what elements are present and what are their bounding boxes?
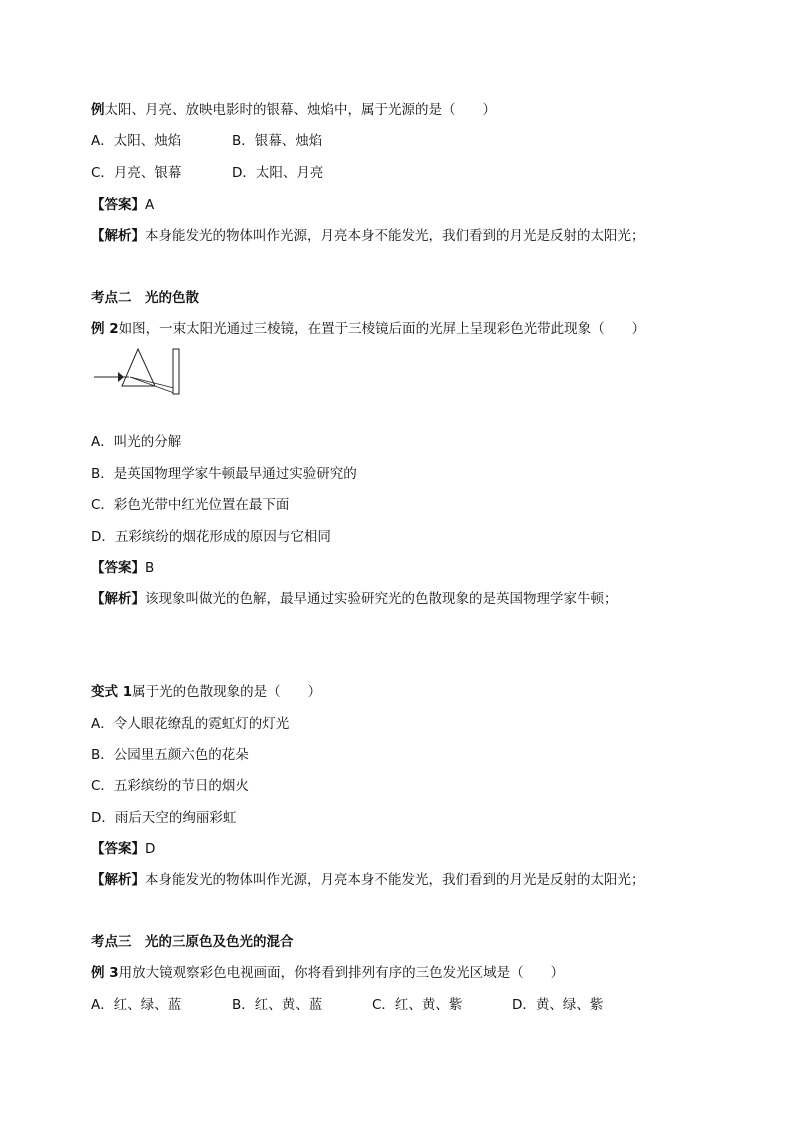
- ex1-answer-tag: 【答案】: [91, 197, 145, 213]
- var1-answer-value: D: [145, 841, 156, 857]
- light-screen: [173, 349, 179, 394]
- ex1-options-row2: [91, 164, 324, 182]
- var1-stem: 属于光的色散现象的是（ ）: [132, 684, 322, 700]
- ex1-option-b: B．银幕、烛焰: [232, 133, 323, 149]
- ex3-option-b: B．红、黄、蓝: [232, 997, 323, 1013]
- ex3-label: 例 3: [91, 965, 119, 981]
- var1-analysis: [91, 871, 645, 889]
- var1-option-d: D．雨后天空的绚丽彩虹: [91, 810, 237, 826]
- prism-diagram: [94, 346, 186, 398]
- ex3-question: [91, 964, 564, 982]
- ex3-option-a: A．红、绿、蓝: [91, 997, 182, 1013]
- ex1-label: 例: [91, 102, 105, 118]
- ex2-option-a: A．叫光的分解: [91, 434, 182, 450]
- ex1-analysis-tag: 【解析】: [91, 228, 145, 244]
- ex2-option-b: B．是英国物理学家牛顿最早通过实验研究的: [91, 466, 357, 482]
- var1-label: 变式 1: [91, 684, 133, 700]
- kp2-title: 考点二 光的色散: [91, 290, 199, 306]
- ex2-question: [91, 320, 645, 338]
- var1-option-a: A．令人眼花缭乱的霓虹灯的灯光: [91, 716, 290, 732]
- var1-option-b: B．公园里五颜六色的花朵: [91, 747, 249, 763]
- ex2-analysis: [91, 590, 618, 608]
- ex3-option-c: C．红、黄、紫: [372, 997, 463, 1013]
- ex1-options-row1: [91, 132, 323, 150]
- ex1-answer: [91, 196, 154, 214]
- ex1-analysis: [91, 227, 645, 245]
- ex3-options-row: [91, 996, 711, 1014]
- ex2-answer-tag: 【答案】: [91, 560, 145, 576]
- ex2-answer: [91, 559, 154, 577]
- ex2-label: 例 2: [91, 321, 119, 337]
- ex2-stem: 如图，一束太阳光通过三棱镜，在置于三棱镜后面的光屏上呈现彩色光带此现象（ ）: [118, 321, 646, 337]
- kp3-title: 考点三 光的三原色及色光的混合: [91, 934, 294, 950]
- ex1-question: [91, 101, 496, 119]
- ex2-option-d: D．五彩缤纷的烟花形成的原因与它相同: [91, 529, 331, 545]
- ray-arrowhead-icon: [118, 372, 124, 382]
- var1-question: [91, 683, 321, 701]
- ex2-option-c: C．彩色光带中红光位置在最下面: [91, 497, 290, 513]
- var1-answer-tag: 【答案】: [91, 841, 145, 857]
- ex1-analysis-text: 本身能发光的物体叫作光源，月亮本身不能发光，我们看到的月光是反射的太阳光；: [145, 228, 645, 244]
- ex3-stem: 用放大镜观察彩色电视画面，你将看到排列有序的三色发光区域是（ ）: [118, 965, 565, 981]
- ex1-option-a: A．太阳、烛焰: [91, 133, 182, 149]
- var1-answer: [91, 840, 155, 858]
- ex1-option-d: D．太阳、月亮: [232, 165, 324, 181]
- var1-option-c: C．五彩缤纷的节日的烟火: [91, 778, 249, 794]
- ex2-analysis-tag: 【解析】: [91, 591, 145, 607]
- ex1-answer-value: A: [145, 197, 155, 213]
- var1-analysis-text: 本身能发光的物体叫作光源，月亮本身不能发光，我们看到的月光是反射的太阳光；: [145, 872, 645, 888]
- ex3-option-d: D．黄、绿、紫: [512, 997, 604, 1013]
- var1-analysis-tag: 【解析】: [91, 872, 145, 888]
- ex1-option-c: C．月亮、银幕: [91, 165, 182, 181]
- ex2-answer-value: B: [145, 560, 155, 576]
- ex1-stem: 太阳、月亮、放映电影时的银幕、烛焰中，属于光源的是（ ）: [104, 102, 496, 118]
- ex2-analysis-text: 该现象叫做光的色解，最早通过实验研究光的色散现象的是英国物理学家牛顿；: [145, 591, 618, 607]
